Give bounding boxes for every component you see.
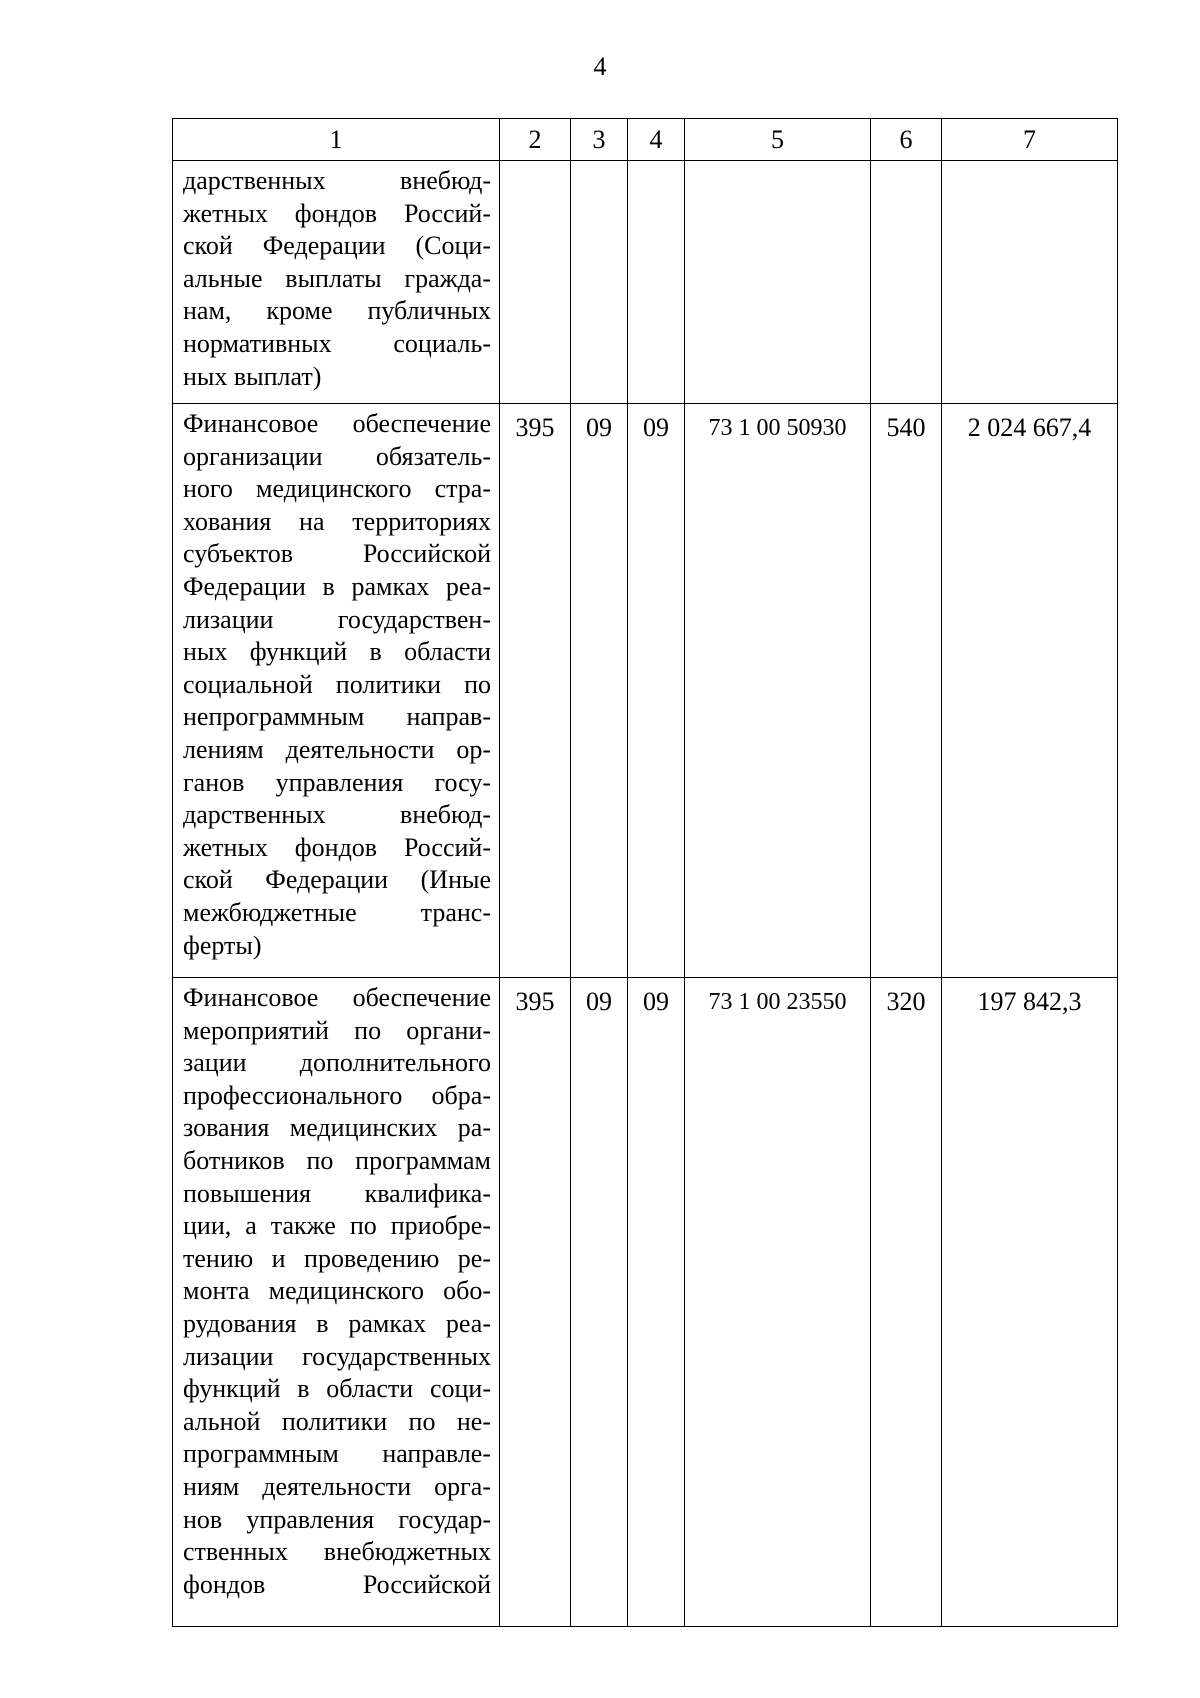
description-line: ниям деятельности орга- <box>183 1471 491 1501</box>
subsection-cell <box>628 161 685 404</box>
description-line: лениям деятельности ор- <box>183 734 491 764</box>
description-line: организации обязатель- <box>183 441 491 471</box>
column-header: 7 <box>942 119 1118 161</box>
description-line: межбюджетные транс- <box>183 897 491 927</box>
description-line: хования на территориях <box>183 506 491 536</box>
column-header: 5 <box>685 119 871 161</box>
description-line: ного медицинского стра- <box>183 474 491 504</box>
description-line: социальной политики по <box>183 669 491 699</box>
description-line: зации дополнительного <box>183 1048 491 1078</box>
description-line: фондов Российской <box>183 1569 491 1599</box>
ministry-code-cell: 395 <box>500 978 571 1627</box>
description-line: мероприятий по органи- <box>183 1015 491 1045</box>
expense-type-cell: 540 <box>871 404 942 978</box>
target-article-cell: 73 1 00 23550 <box>685 978 871 1627</box>
description-line: Финансовое обеспечение <box>183 409 491 438</box>
description-line: повышения квалифика- <box>183 1178 491 1208</box>
description-line: зования медицинских ра- <box>183 1113 491 1143</box>
description-line: нам, кроме публичных <box>183 296 491 326</box>
description-line: жетных фондов Россий- <box>183 198 491 228</box>
amount-cell <box>942 161 1118 404</box>
amount-cell: 197 842,3 <box>942 978 1118 1627</box>
target-article-cell: 73 1 00 50930 <box>685 404 871 978</box>
row-description <box>173 978 500 1627</box>
description-line: ганов управления госу- <box>183 767 491 797</box>
target-article-cell <box>685 161 871 404</box>
subsection-cell: 09 <box>628 404 685 978</box>
row-description <box>173 404 500 978</box>
description-line: альные выплаты гражда- <box>183 263 491 293</box>
description-line: альной политики по не- <box>183 1406 491 1436</box>
description-line: лизации государствен- <box>183 604 491 634</box>
budget-table <box>172 118 1118 1627</box>
description-line: нормативных социаль- <box>183 328 491 358</box>
description-line: нов управления государ- <box>183 1504 491 1534</box>
description-line: ных выплат) <box>183 361 322 391</box>
description-line: функций в области соци- <box>183 1374 491 1404</box>
section-cell: 09 <box>571 404 628 978</box>
description-line: ных функций в области <box>183 637 491 667</box>
row-description <box>173 161 500 404</box>
ministry-code-cell <box>500 161 571 404</box>
table-row <box>173 161 1118 404</box>
description-line: тению и проведению ре- <box>183 1243 491 1273</box>
description-line: Федерации в рамках реа- <box>183 571 491 601</box>
description-line: лизации государственных <box>183 1341 491 1371</box>
description-line: ской Федерации (Соци- <box>183 231 491 261</box>
description-line: рудования в рамках реа- <box>183 1308 491 1338</box>
column-header: 4 <box>628 119 685 161</box>
description-line: ской Федерации (Иные <box>183 865 491 895</box>
column-header: 3 <box>571 119 628 161</box>
description-line: профессионального обра- <box>183 1080 491 1110</box>
description-line: программным направле- <box>183 1439 491 1469</box>
subsection-cell: 09 <box>628 978 685 1627</box>
column-header: 6 <box>871 119 942 161</box>
description-line: субъектов Российской <box>183 539 491 569</box>
section-cell <box>571 161 628 404</box>
description-line: дарственных внебюд- <box>183 166 491 195</box>
table-row <box>173 978 1118 1627</box>
ministry-code-cell: 395 <box>500 404 571 978</box>
section-cell: 09 <box>571 978 628 1627</box>
column-header: 1 <box>173 119 500 161</box>
amount-cell: 2 024 667,4 <box>942 404 1118 978</box>
expense-type-cell <box>871 161 942 404</box>
description-line: монта медицинского обо- <box>183 1276 491 1306</box>
description-line: непрограммным направ- <box>183 702 491 732</box>
page-number: 4 <box>593 52 607 81</box>
description-line: ботников по программам <box>183 1145 491 1175</box>
description-line: жетных фондов Россий- <box>183 832 491 862</box>
description-line: ственных внебюджетных <box>183 1537 491 1567</box>
description-line: Финансовое обеспечение <box>183 983 491 1012</box>
expense-type-cell: 320 <box>871 978 942 1627</box>
description-line: ферты) <box>183 930 262 960</box>
description-line: ции, а также по приобре- <box>183 1211 491 1241</box>
column-header: 2 <box>500 119 571 161</box>
table-header-row <box>173 119 1118 161</box>
table-row <box>173 404 1118 978</box>
description-line: дарственных внебюд- <box>183 800 491 830</box>
